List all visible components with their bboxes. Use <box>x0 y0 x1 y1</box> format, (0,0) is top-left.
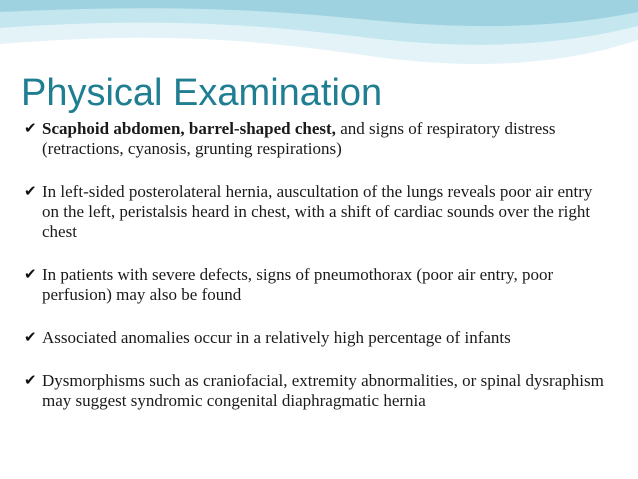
bullet-text: Dysmorphisms such as craniofacial, extremity abnormalities, or spinal dysraphism may suggest syndromic congenital diaphragmatic hernia <box>42 371 604 410</box>
checkmark-icon: ✔ <box>24 330 37 346</box>
slide-title: Physical Examination <box>21 72 383 114</box>
bullet-text: Associated anomalies occur in a relatively high percentage of infants <box>42 328 511 347</box>
checkmark-icon: ✔ <box>24 184 37 200</box>
bullet-item <box>24 328 609 348</box>
bullet-text: and signs of respiratory distress (retractions, cyanosis, grunting respirations) <box>42 119 556 158</box>
header-wave-decoration <box>0 0 638 70</box>
bullet-item <box>24 371 609 411</box>
bullet-text: In patients with severe defects, signs of pneumothorax (poor air entry, poor perfusion) may also be found <box>42 265 554 304</box>
checkmark-icon: ✔ <box>24 267 37 283</box>
checkmark-icon: ✔ <box>24 373 37 389</box>
bullet-text: In left-sided posterolateral hernia, auscultation of the lungs reveals poor air entry on the left, peristalsis heard in chest, with a shift of cardiac sounds over the right chest <box>42 182 593 241</box>
bullet-item <box>24 119 609 159</box>
bullet-list <box>24 119 609 434</box>
bullet-item <box>24 265 609 305</box>
bullet-bold-text: Scaphoid abdomen, barrel-shaped chest, <box>42 119 336 138</box>
bullet-item <box>24 182 609 242</box>
checkmark-icon: ✔ <box>24 121 37 137</box>
